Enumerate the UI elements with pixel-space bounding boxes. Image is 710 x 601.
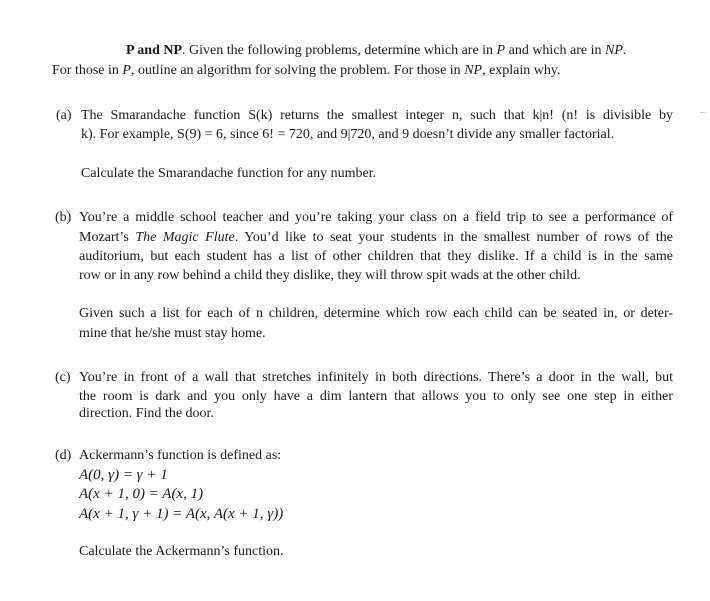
ackermann-formula-3: A(x + 1, γ + 1) = A(x, A(x + 1, γ)) — [79, 506, 284, 522]
item-a-line-2: k). For example, S(9) = 6, since 6! = 720, and 9|720, and 9 doesn’t divide any smaller factorial. — [81, 127, 615, 142]
item-d-task: Calculate the Ackermann’s function. — [79, 544, 284, 559]
item-b-line-2a: Mozart’s — [79, 230, 136, 245]
intro-title: P and NP — [126, 43, 183, 58]
ackermann-formula-2: A(x + 1, 0) = A(x, 1) — [79, 486, 204, 502]
item-b-line-4: row or in any row behind a child they dislike, they will throw spit wads at the other child. — [79, 268, 581, 283]
item-c-line-3: direction. Find the door. — [79, 406, 214, 421]
intro-and-which: and which are in — [505, 43, 606, 58]
intro-line2-p: P — [122, 63, 131, 78]
intro-line2-c: , explain why. — [482, 63, 561, 78]
item-b-line-2c: . You’d like to seat your students in the smallest number of rows of the — [234, 230, 674, 245]
item-c-line-1: You’re in front of a wall that stretches infinitely in both directions. There’s a door in the wall, but — [79, 370, 673, 385]
intro-p: P — [496, 43, 506, 58]
item-b-line-2 — [79, 229, 673, 247]
item-c-label: (c) — [55, 370, 71, 385]
item-b-line-1: You’re a middle school teacher and you’re taking your class on a field trip to see a performance of — [79, 210, 673, 225]
ackermann-formula-1: A(0, γ) = γ + 1 — [79, 467, 168, 483]
intro-np: NP — [605, 43, 623, 58]
item-d-line-1: Ackermann’s function is defined as: — [79, 448, 282, 463]
item-c-line-2: the room is dark and you only have a dim lantern that allows you to only see one step in either — [79, 389, 673, 404]
item-a-line-1: The Smarandache function S(k) returns the smallest integer n, such that k|n! (n! is divisible by — [81, 108, 673, 123]
margin-mark — [700, 112, 706, 113]
intro-period: . — [622, 43, 627, 58]
item-b-task-line-2: mine that he/she must stay home. — [79, 326, 266, 341]
intro-line2-b: , outline an algorithm for solving the problem. For those in — [130, 63, 465, 78]
intro-line2-np: NP — [464, 63, 483, 78]
item-d-label: (d) — [55, 448, 72, 463]
intro-line-1 — [126, 42, 626, 60]
item-b-label: (b) — [55, 210, 72, 225]
item-a-task: Calculate the Smarandache function for any number. — [81, 166, 377, 181]
item-a-label: (a) — [56, 108, 72, 123]
intro-line1-rest: . Given the following problems, determine which are in — [182, 43, 497, 58]
item-b-line-3: auditorium, but each student has a list of other children that they dislike. If a child is in the same — [79, 249, 673, 264]
intro-line-2 — [52, 62, 561, 80]
intro-line2-a: For those in — [52, 63, 123, 78]
item-b-opera-title: The Magic Flute — [135, 230, 235, 245]
item-b-task-line-1: Given such a list for each of n children, determine which row each child can be seated in, or deter- — [79, 306, 673, 321]
